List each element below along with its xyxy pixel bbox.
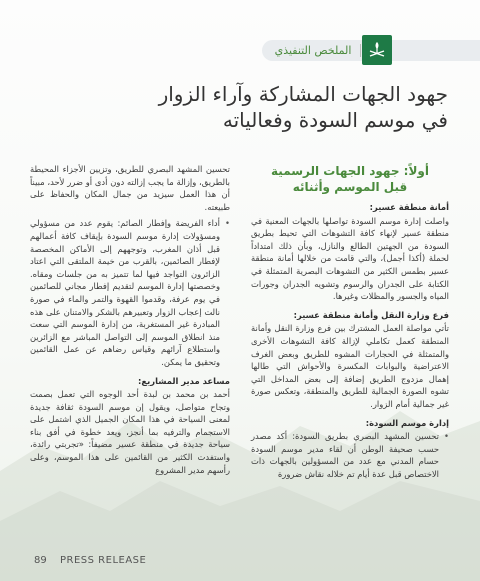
paragraph-transport: تأتي مواصلة العمل المشترك بين فرع وزارة النقل وأمانة المنطقة كعمل تكاملي لإزالة كافة التشوهات الأخرى والمتمثلة في الحجارات المشوه للطريق وبعض الغرف الاعتراضية والبوابات المكسرة والأحواش التي طالها إهمال مزدوج الطريق إضافة إلى بعض المداخل التي تشوه الصورة الجمالية للطريق والمنطقة، وتعكس صورة غير جمالية أمام الزوار. [251, 323, 449, 409]
header-divider [360, 44, 361, 57]
subheading-amana: أمانة منطقة عسير: [369, 202, 449, 212]
subheading-assistant: مساعد مدير المشاريع: [138, 375, 230, 386]
section-heading-line-1: أولاً: جهود الجهات الرسمية [271, 164, 429, 178]
paragraph-iftar: • أداء الفريضة وإفطار الصائم: يقوم عدد من مسؤولي ومسؤولات إدارة موسم السودة بإيقاف كافة أعمالهم قبل أذان المغرب، وتوجههم إلى الأماكن المخصصة لإفطار الصائمين، بالقرب من خيمة الملتقى التي اعتاد الزائرون التواجد فيها لما تتميز به من جلسات ومقاه. وخصصتها إدارة الموسم لتقديم إفطار مجاني للصائمين في يوم عرفة، وقدموا القهوة والتمر والماء في صورة نالت إعجاب الزوار وتعبيرهم بالشكر والامتنان على هذه المبادرة غير المستغربة، من إدارة الموسم التي سعت منذ انطلاق الموسم إلى التواصل المباشر مع الزائرين واستطلاع آرائهم وقياس رضاهم عن عمل القائمين وتحقيق ما يمكن. [30, 217, 230, 368]
title-line-2: في موسم السودة وفعالياته [222, 108, 448, 133]
section-heading-line-2: قبل الموسم وأثنائه [292, 180, 408, 194]
paragraph-assistant: أحمد بن محمد بن لبدة أحد الوجوه التي تعمل بصمت وتجاح متواصل، ويقول إن موسم السودة ثقافة جديدة لمعنى السياحة في هذا المكان الجميل الذي اشتمل على الاستجمام والترفيه بما أنجز، ويعد خطوة في أفق بناء سياحة جديدة في منطقة عسير مضيفاً: «تجربتي رائدة، واستفدت الكثير من القائمين على هذا الموسم، وعلى رأسهم مدير المشروع [30, 389, 230, 475]
right-column [251, 163, 449, 484]
section-heading [251, 163, 449, 195]
footer-label: PRESS RELEASE [60, 555, 147, 566]
page-number: 89 [34, 555, 47, 566]
title-line-1: جهود الجهات المشاركة وآراء الزوار [158, 82, 448, 107]
section-label: الملخص التنفيذي [274, 44, 352, 57]
saudi-emblem-icon [362, 35, 392, 65]
paragraph-intro: تحسين المشهد البصري للطريق، وتزيين الأجزاء المحيطة بالطريق، وإزالة ما يجب إزالته دون أدى أو ضرر لأحد، مبيناً أن هذا العمل سيزيد من جمال المكان والحفاظ على طبيعته. [30, 164, 230, 212]
paragraph-amana: واصلت إدارة موسم السودة تواصلها بالجهات المعنية في منطقة عسير لإنهاء كافة التشوهات التي تحيط بطريق السودة من الجهتين الطالع والنازل، وبأن ذلك امتداداً لحملة (أكذا أجمل)، والتي قامت من خلالها أمانة منطقة عسير بطمس الكثير من التشوهات البصرية المتمثلة في الكتابة على الجدران والرسوم وتشويه الجدران وجورات المياه والجسور والمظلات وغيرها. [251, 215, 449, 302]
subheading-transport: فرع وزارة النقل وأمانة منطقة عسير: [293, 309, 449, 320]
paragraph-season: • تحسين المشهد البصري بطريق السودة: أكد مصدر حسب صحيفة الوطن أن لقاء مدير موسم السودة حسام المدني مع عدد من المسؤولين بالجهات ذات الاختصاص قبل عدة أيام تم خلاله نقاش ضرورة [251, 430, 449, 480]
left-column [30, 163, 230, 480]
page-title [130, 81, 448, 133]
subheading-season: إدارة موسم السودة: [365, 417, 449, 428]
